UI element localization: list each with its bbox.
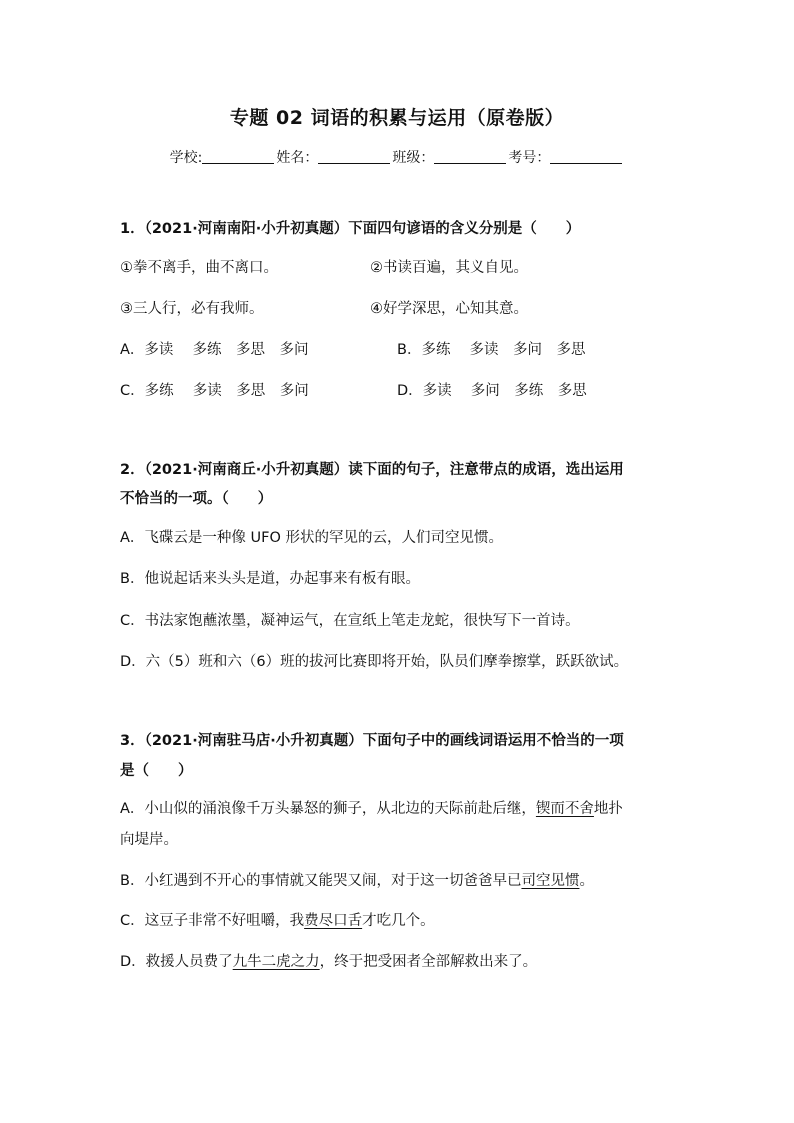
q3-option-b-text: B．小红遇到不开心的事情就又能哭又闹，对于这一切爸爸早已 xyxy=(120,873,522,889)
name-label: 姓名： xyxy=(276,150,319,166)
q3-option-b-underlined: 司空见惯 xyxy=(521,873,580,889)
q3-option-a-continuation: 向堤岸。 xyxy=(120,832,178,848)
student-info-line xyxy=(0,147,794,167)
school-label: 学校: xyxy=(169,150,203,166)
question-3-stem-line-2: 是（ ） xyxy=(120,763,193,779)
q2-option-a: A．飞碟云是一种像 UFO 形状的罕见的云，人们司空见惯。 xyxy=(120,530,504,546)
q1-option-d: D．多读 多问 多练 多思 xyxy=(397,383,587,399)
q3-option-d xyxy=(120,950,537,971)
q2-option-b: B．他说起话来头头是道，办起事来有板有眼。 xyxy=(120,571,420,587)
q1-option-a: A．多读 多练 多思 多问 xyxy=(120,342,309,358)
class-blank xyxy=(434,149,506,164)
q1-option-b: B．多练 多读 多问 多思 xyxy=(397,342,586,358)
name-blank xyxy=(318,149,390,164)
exam-no-blank xyxy=(550,149,622,164)
q1-option-c: C．多练 多读 多思 多问 xyxy=(120,383,309,399)
q3-option-d-text: D．救援人员费了 xyxy=(120,954,233,970)
question-3-stem-line-1: 3．（2021·河南驻马店·小升初真题）下面句子中的画线词语运用不恰当的一项 xyxy=(120,733,624,749)
q1-proverb-3: ③三人行，必有我师。 xyxy=(120,301,264,317)
q3-option-b-tail: 。 xyxy=(579,873,594,889)
q2-option-c: C．书法家饱蘸浓墨，凝神运气，在宣纸上笔走龙蛇，很快写下一首诗。 xyxy=(120,613,580,629)
q3-option-c-text: C．这豆子非常不好咀嚼，我 xyxy=(120,913,305,929)
q3-option-c xyxy=(120,909,435,930)
q3-option-b xyxy=(120,869,594,890)
question-2-stem-line-1: 2．（2021·河南商丘·小升初真题）读下面的句子，注意带点的成语，选出运用 xyxy=(120,462,624,478)
q3-option-a-underlined: 锲而不舍 xyxy=(535,801,594,817)
q1-proverb-1: ①拳不离手，曲不离口。 xyxy=(120,260,278,276)
question-2-stem-line-2: 不恰当的一项。（ ） xyxy=(120,491,273,507)
q3-option-a xyxy=(120,797,623,818)
q3-option-c-underlined: 费尽口舌 xyxy=(304,913,363,929)
q1-proverb-2: ②书读百遍，其义自见。 xyxy=(370,260,528,276)
question-1-stem: 1．（2021·河南南阳·小升初真题）下面四句谚语的含义分别是（ ） xyxy=(120,221,581,237)
q1-proverb-4: ④好学深思，心知其意。 xyxy=(370,301,528,317)
q3-option-a-tail: 地扑 xyxy=(593,801,623,817)
page-title: 专题 02 词语的积累与运用（原卷版） xyxy=(229,107,565,129)
exam-no-label: 考号： xyxy=(508,150,551,166)
q3-option-c-tail: 才吃几个。 xyxy=(362,913,435,929)
q3-option-a-text: A．小山似的涌浪像千万头暴怒的狮子，从北边的天际前赴后继， xyxy=(120,801,536,817)
class-label: 班级： xyxy=(392,150,435,166)
q2-option-d: D．六（5）班和六（6）班的拔河比赛即将开始，队员们摩拳擦掌，跃跃欲试。 xyxy=(120,654,629,670)
school-blank xyxy=(202,149,274,164)
q3-option-d-tail: ，终于把受困者全部解救出来了。 xyxy=(319,954,538,970)
q3-option-d-underlined: 九牛二虎之力 xyxy=(232,954,320,970)
